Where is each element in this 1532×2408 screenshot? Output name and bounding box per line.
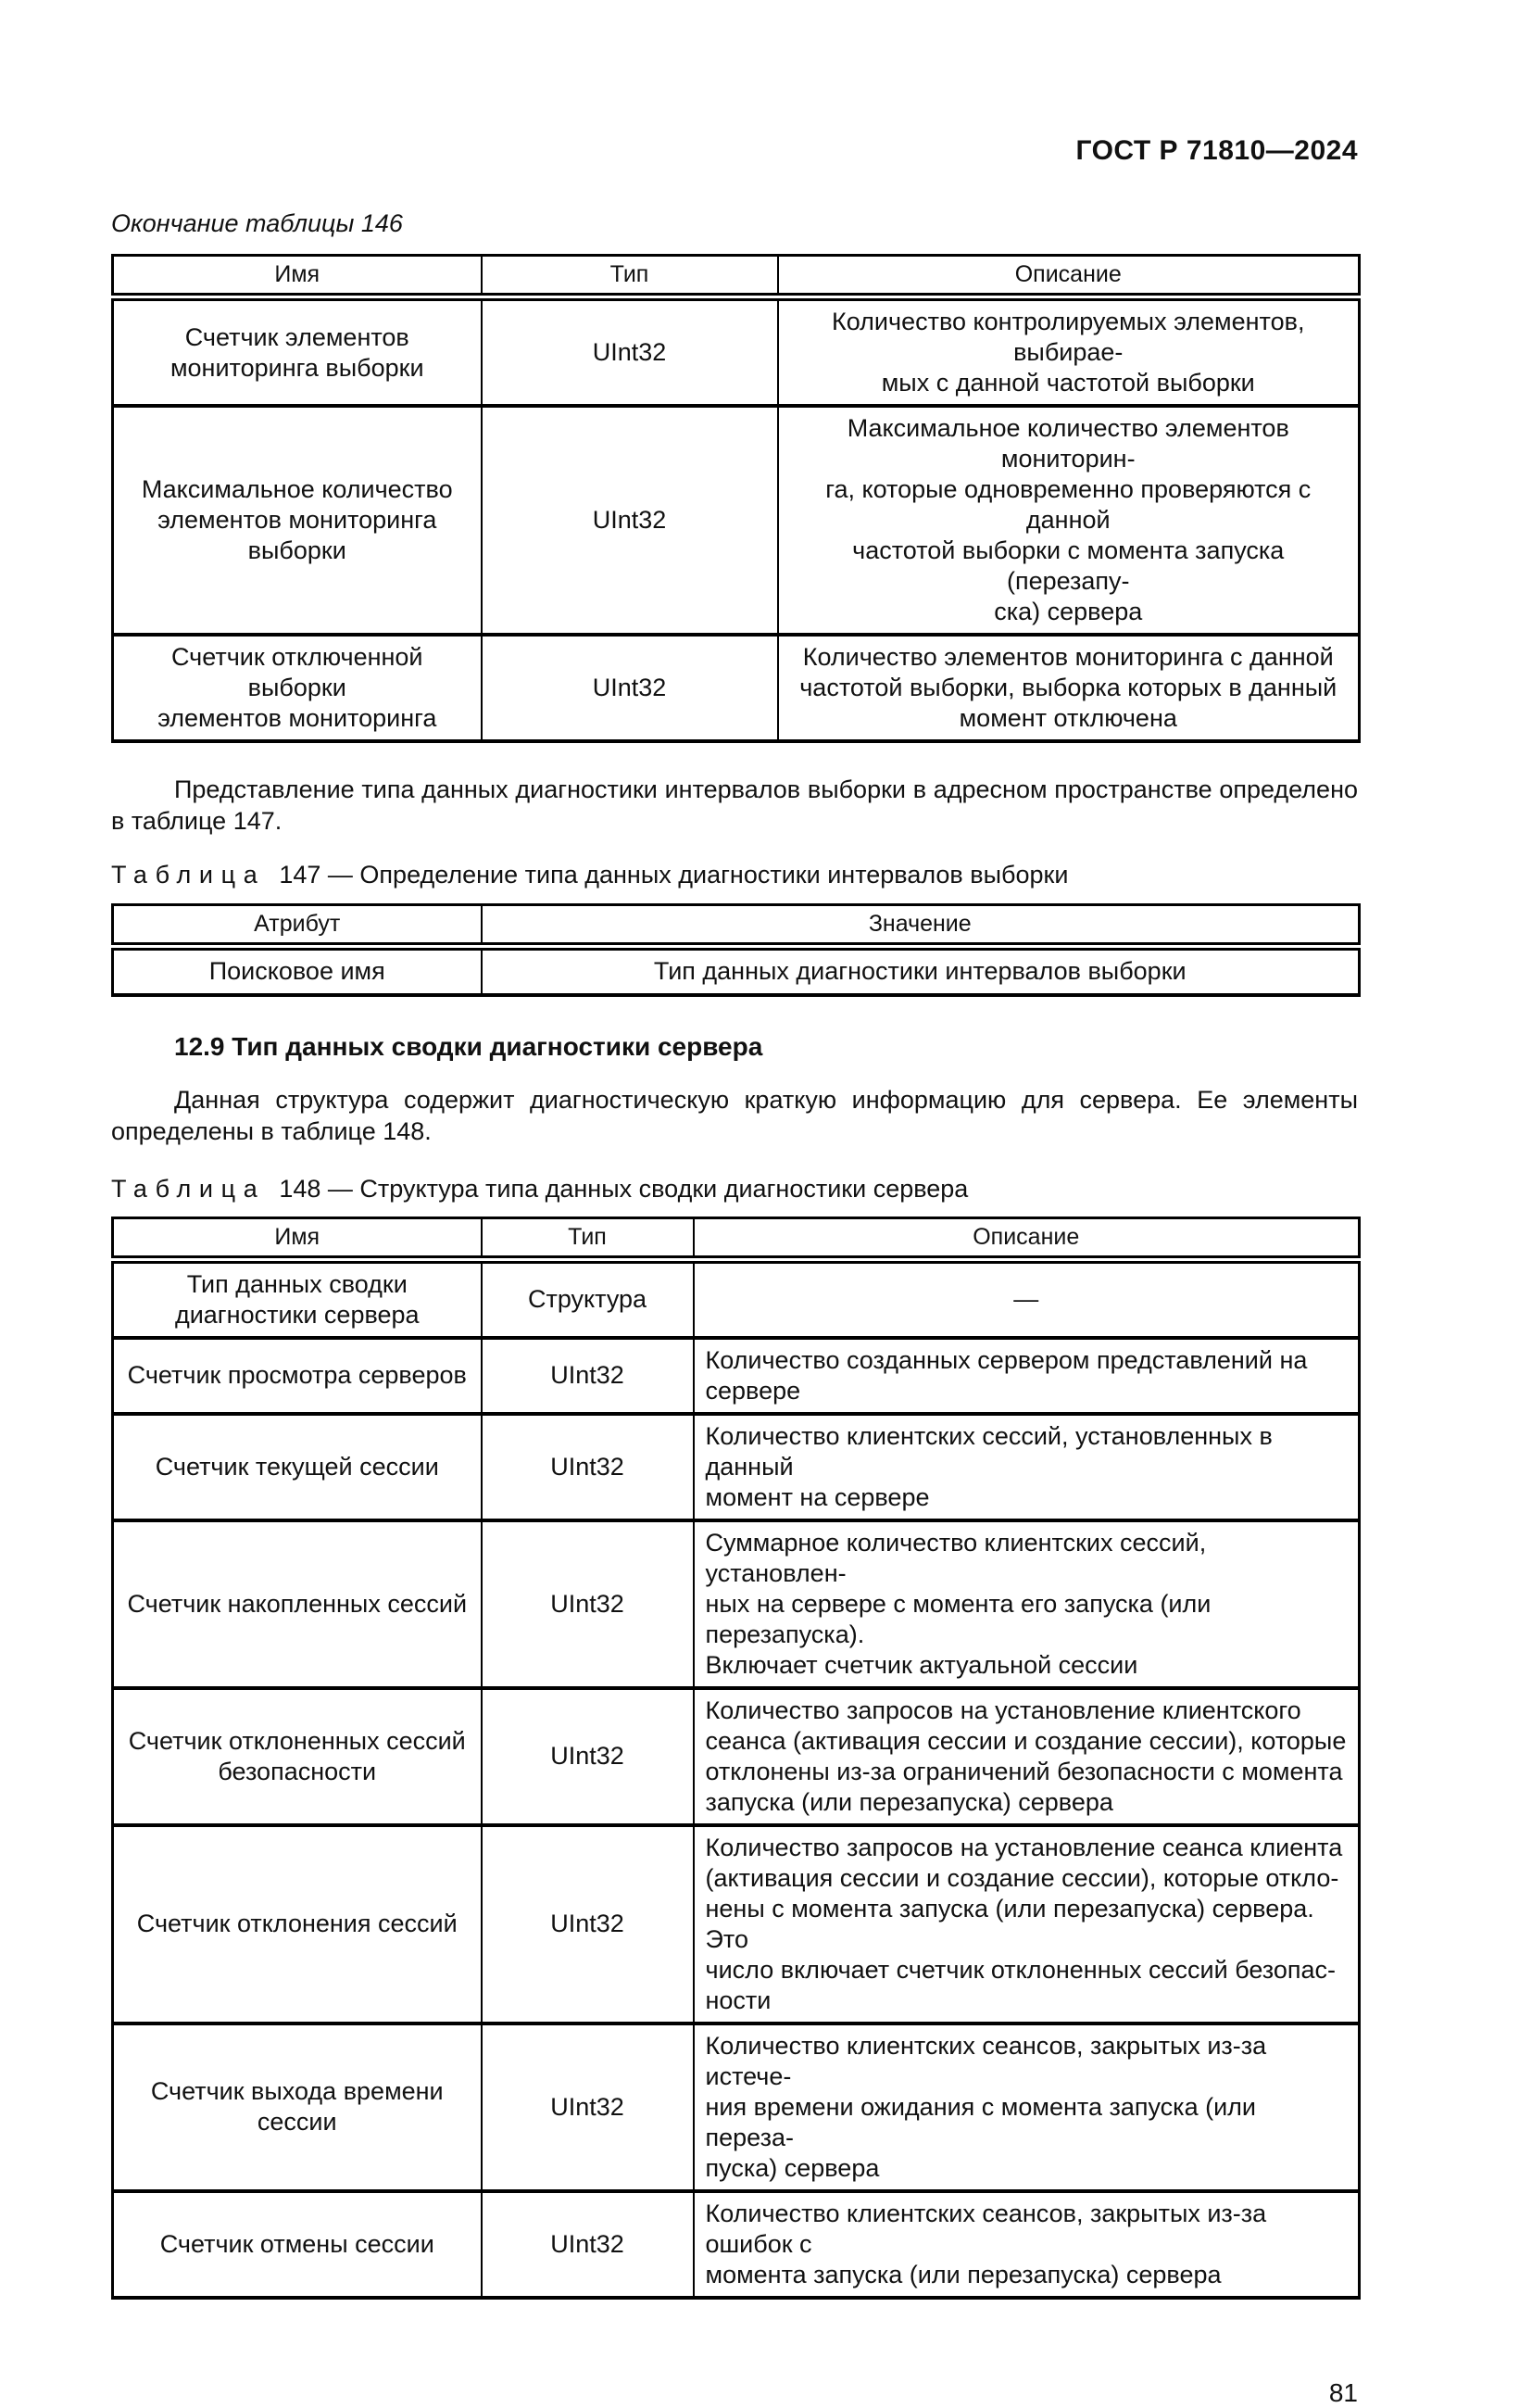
cell-description: Количество клиентских сеансов, закрытых из-за истече- ния времени ожидания с момента запуска (или переза- пуска) сервера [694,2023,1360,2191]
cell-description: Количество контролируемых элементов, выбирае- мых с данной частотой выборки [778,297,1360,407]
column-header-name: Имя [113,256,482,297]
table-148-caption-label: Таблица [111,1174,266,1203]
cell-type: UInt32 [482,1688,694,1825]
table-row [113,1338,1360,1414]
cell-name: Счетчик текущей сессии [113,1414,482,1520]
table-row [113,1414,1360,1520]
cell-type: UInt32 [482,406,778,635]
cell-type: UInt32 [482,2191,694,2298]
cell-type: UInt32 [482,2023,694,2191]
cell-name: Счетчик выхода времени сессии [113,2023,482,2191]
section-heading-12-9: 12.9 Тип данных сводки диагностики сервера [174,1031,763,1061]
table-row [113,406,1360,635]
page-content [111,135,1358,2408]
table-147-caption [111,861,1358,889]
table-row [113,1520,1360,1688]
document-code: ГОСТ Р 71810—2024 [1075,135,1358,166]
cell-description: Количество клиентских сеансов, закрытых из-за ошибок с момента запуска (или перезапуска) сервера [694,2191,1360,2298]
cell-attribute: Поисковое имя [113,947,482,995]
cell-description: Количество запросов на установление сеанса клиента (активация сессии и создание сессии), которые откло- нены с момента запуска (или перезапуска) сервера. Это число включает счетчик отклоненных сессий безопас- ности [694,1825,1360,2023]
column-header-description: Описание [694,1217,1360,1259]
column-header-value: Значение [482,905,1360,947]
table-row [113,635,1360,741]
table-row [113,2023,1360,2191]
cell-type: UInt32 [482,1414,694,1520]
cell-name: Счетчик отклонения сессий [113,1825,482,2023]
table-148 [111,1217,1361,2300]
cell-type: Структура [482,1259,694,1338]
cell-name: Счетчик элементов мониторинга выборки [113,297,482,407]
column-header-attribute: Атрибут [113,905,482,947]
cell-type: UInt32 [482,635,778,741]
table-148-caption [111,1175,1358,1204]
column-header-name: Имя [113,1217,482,1259]
cell-name: Счетчик отключенной выборки элементов мониторинга [113,635,482,741]
cell-description: Количество запросов на установление клиентского сеанса (активация сессии и создание сессии), которые отклонены из-за ограничений безопасности с момента запуска (или перезапуска) сервера [694,1688,1360,1825]
table-147-caption-label: Таблица [111,861,266,889]
column-header-description: Описание [778,256,1360,297]
column-header-type: Тип [482,256,778,297]
cell-description: Количество элементов мониторинга с данной частотой выборки, выборка которых в данный момент отключена [778,635,1360,741]
table-row [113,2191,1360,2298]
table-row [113,297,1360,407]
table-row [113,1688,1360,1825]
table-148-caption-text: 148 — Структура типа данных сводки диагностики сервера [279,1174,969,1203]
cell-type: UInt32 [482,1338,694,1414]
cell-name: Счетчик просмотра серверов [113,1338,482,1414]
cell-description: Максимальное количество элементов мониторин- га, которые одновременно проверяются с данной частотой выборки с момента запуска (перезапу- ска) сервера [778,406,1360,635]
page-number: 81 [1328,2377,1358,2407]
table-148-header-row [113,1217,1360,1259]
table-146-continuation-caption: Окончание таблицы 146 [111,209,403,237]
table-147 [111,903,1361,997]
cell-type: UInt32 [482,297,778,407]
cell-description: Количество созданных сервером представлений на сервере [694,1338,1360,1414]
cell-name: Счетчик накопленных сессий [113,1520,482,1688]
table-147-caption-text: 147 — Определение типа данных диагностики интервалов выборки [279,861,1069,889]
cell-description: Количество клиентских сессий, установленных в данный момент на сервере [694,1414,1360,1520]
table-147-header-row [113,905,1360,947]
cell-description: Суммарное количество клиентских сессий, установлен- ных на сервере с момента его запуска (или перезапуска). Включает счетчик актуальной сессии [694,1520,1360,1688]
paragraph-intro-table-148: Данная структура содержит диагностическую краткую информацию для сервера. Ее элементы определены в таблице 148. [111,1085,1358,1145]
cell-name: Максимальное количество элементов мониторинга выборки [113,406,482,635]
column-header-type: Тип [482,1217,694,1259]
cell-type: UInt32 [482,1825,694,2023]
paragraph-intro-table-147: Представление типа данных диагностики интервалов выборки в адресном пространстве определено в таблице 147. [111,775,1358,835]
table-row [113,1259,1360,1338]
cell-description: — [694,1259,1360,1338]
document-page [0,135,1532,2407]
table-146-header-row [113,256,1360,297]
cell-name: Счетчик отмены сессии [113,2191,482,2298]
cell-name: Счетчик отклоненных сессий безопасности [113,1688,482,1825]
cell-name: Тип данных сводки диагностики сервера [113,1259,482,1338]
cell-type: UInt32 [482,1520,694,1688]
table-row [113,1825,1360,2023]
cell-value: Тип данных диагностики интервалов выборки [482,947,1360,995]
table-146 [111,254,1361,743]
table-row [113,947,1360,995]
